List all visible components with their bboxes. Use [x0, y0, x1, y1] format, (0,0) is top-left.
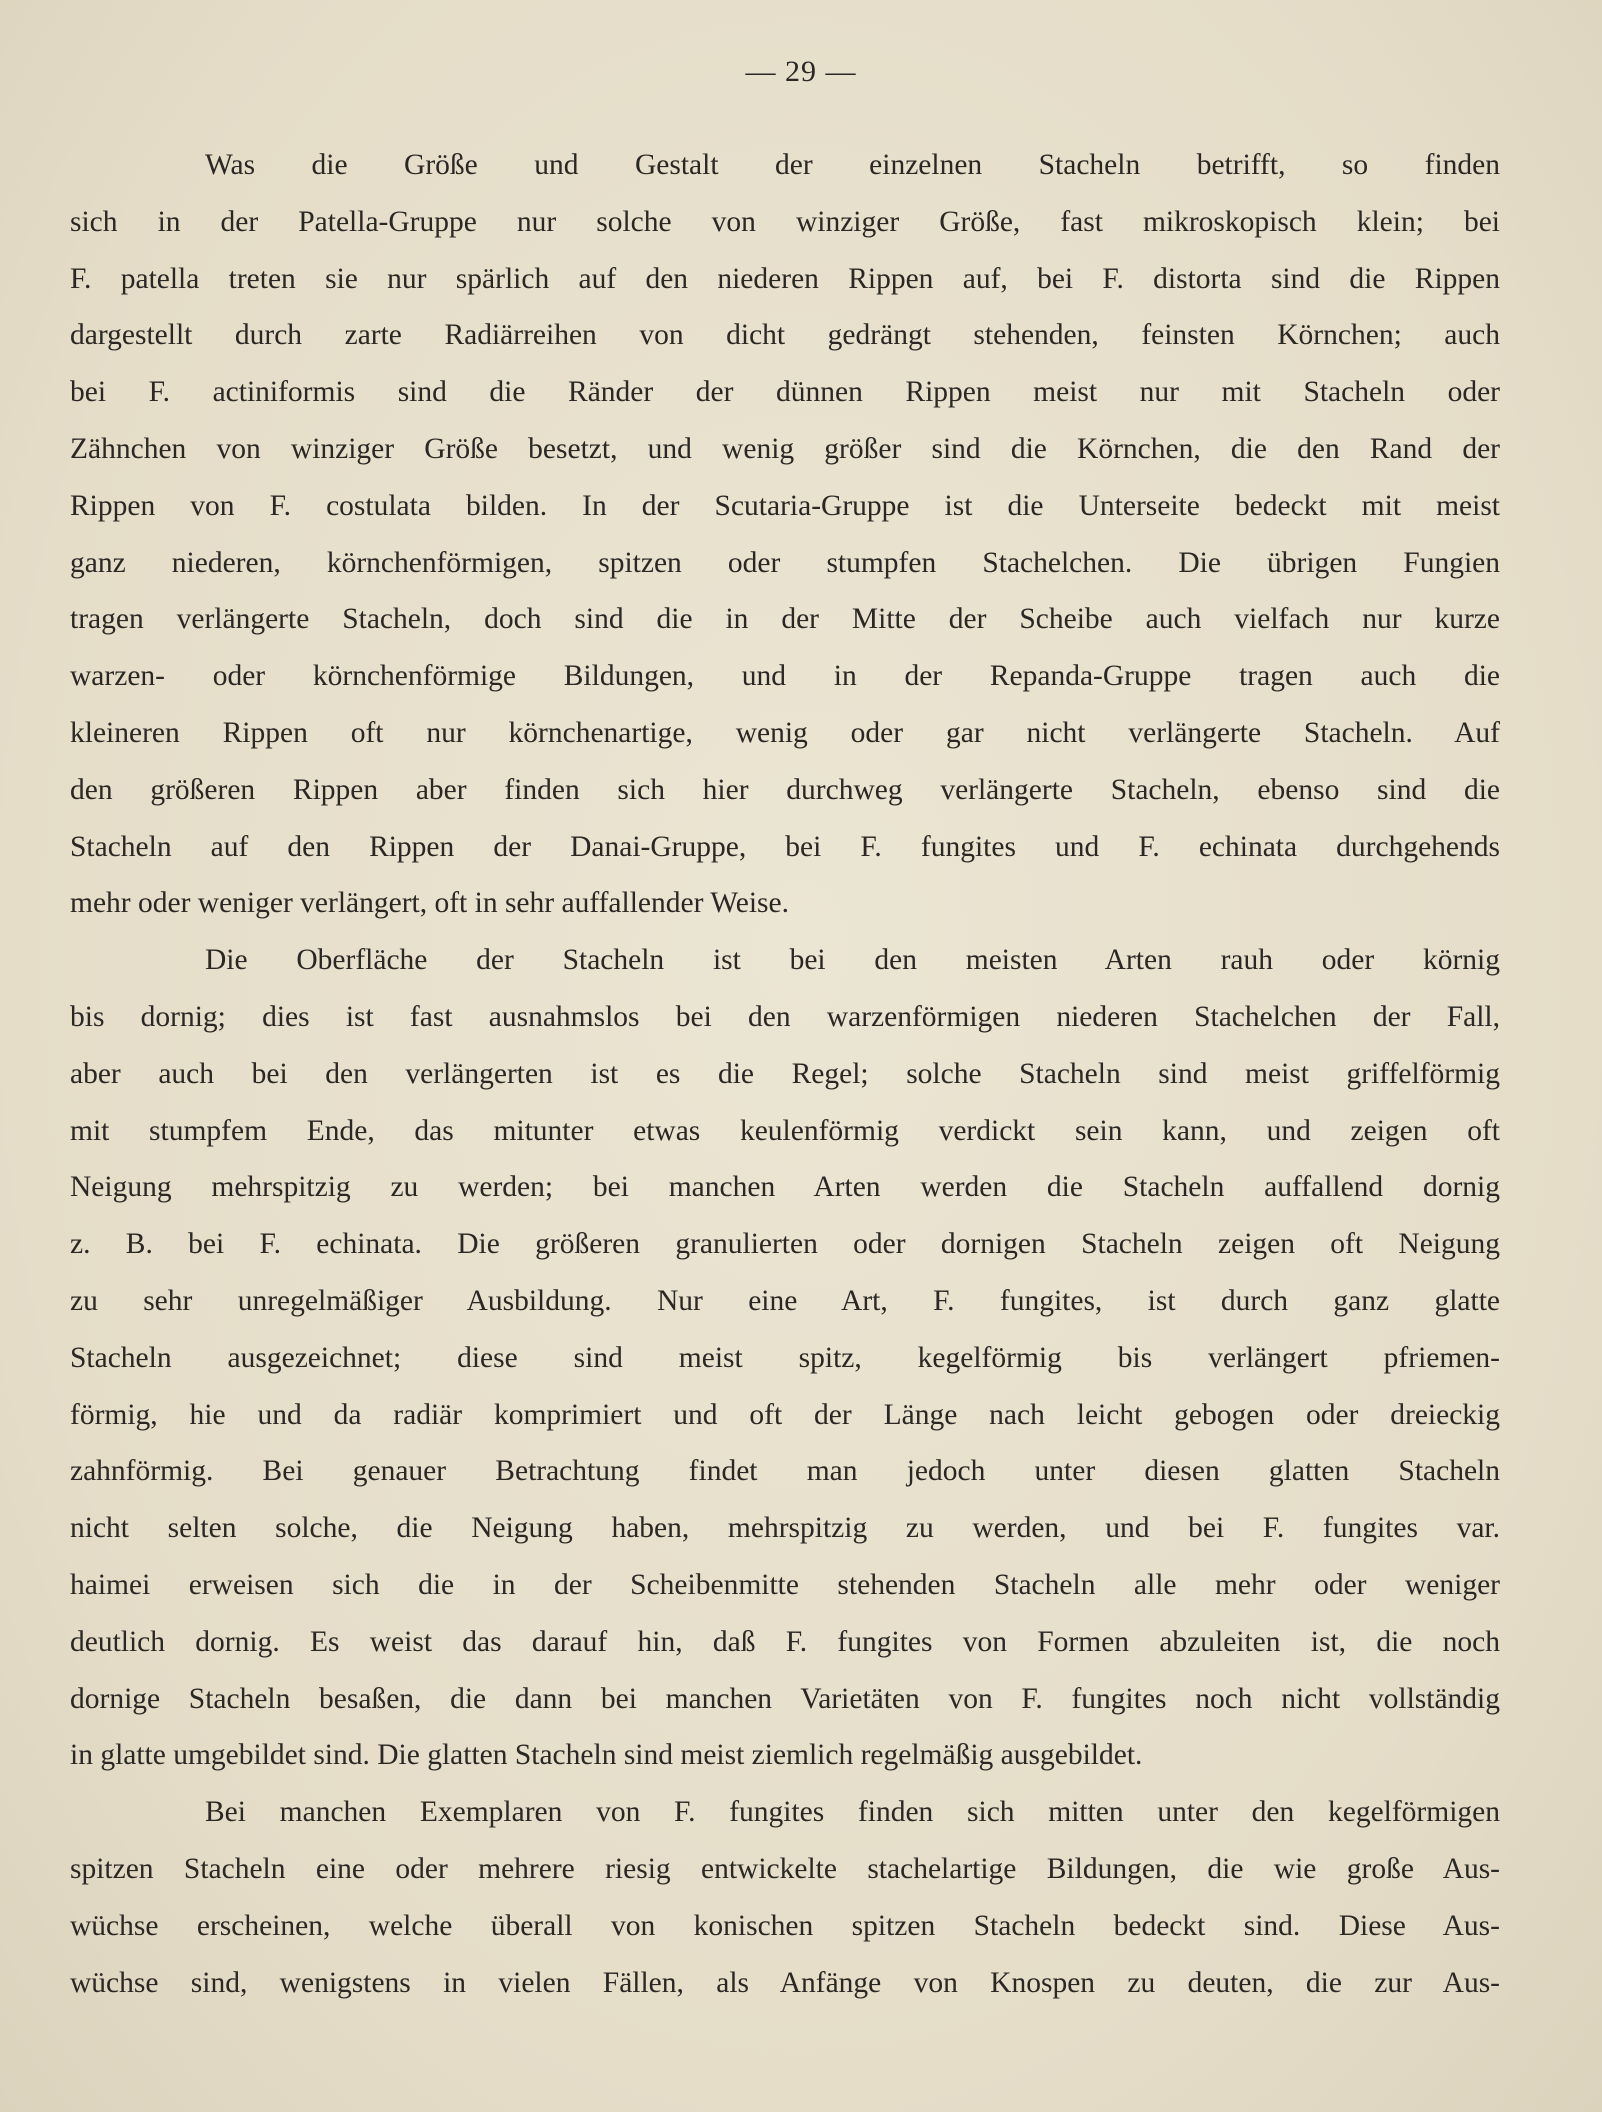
paragraph-2-line: z. B. bei F. echinata. Die größeren granulierten oder dornigen Stacheln zeigen oft Neigung	[70, 1228, 1500, 1261]
paragraph-2-line: Stacheln ausgezeichnet; diese sind meist spitz, kegelförmig bis verlängert pfriemen-	[70, 1341, 1500, 1374]
paragraph-2-line: zu sehr unregelmäßiger Ausbildung. Nur eine Art, F. fungites, ist durch ganz glatte	[70, 1284, 1500, 1317]
paragraph-1-line: den größeren Rippen aber finden sich hier durchweg verlängerte Stacheln, ebenso sind die	[70, 773, 1500, 806]
paragraph-1-line: kleineren Rippen oft nur körnchenartige, wenig oder gar nicht verlängerte Stacheln. Auf	[70, 716, 1500, 749]
paragraph-1-line: dargestellt durch zarte Radiärreihen von dicht gedrängt stehenden, feinsten Körnchen; auch	[70, 319, 1500, 352]
paragraph-1-line: sich in der Patella-Gruppe nur solche von winziger Größe, fast mikroskopisch klein; bei	[70, 205, 1500, 238]
paragraph-2-line: mit stumpfem Ende, das mitunter etwas keulenförmig verdickt sein kann, und zeigen oft	[70, 1114, 1500, 1147]
paragraph-1-line: ganz niederen, körnchenförmigen, spitzen oder stumpfen Stachelchen. Die übrigen Fungien	[70, 546, 1500, 579]
paragraph-1-line: F. patella treten sie nur spärlich auf den niederen Rippen auf, bei F. distorta sind die Rippen	[70, 262, 1500, 295]
paragraph-2-line: nicht selten solche, die Neigung haben, mehrspitzig zu werden, und bei F. fungites var.	[70, 1512, 1500, 1545]
paragraph-1-line: Rippen von F. costulata bilden. In der Scutaria-Gruppe ist die Unterseite bedeckt mit meist	[70, 489, 1500, 522]
paragraph-1-line: bei F. actiniformis sind die Ränder der dünnen Rippen meist nur mit Stacheln oder	[70, 376, 1500, 409]
paragraph-1-line: tragen verlängerte Stacheln, doch sind die in der Mitte der Scheibe auch vielfach nur kurze	[70, 603, 1500, 636]
paragraph-1-line: mehr oder weniger verlängert, oft in sehr auffallender Weise.	[70, 887, 789, 920]
page-number: — 29 —	[745, 55, 857, 88]
paragraph-3-line: Bei manchen Exemplaren von F. fungites finden sich mitten unter den kegelförmigen	[205, 1796, 1500, 1829]
paragraph-2-line: aber auch bei den verlängerten ist es die Regel; solche Stacheln sind meist griffelförmig	[70, 1057, 1500, 1090]
paragraph-2-line: zahnförmig. Bei genauer Betrachtung findet man jedoch unter diesen glatten Stacheln	[70, 1455, 1500, 1488]
paragraph-3-line: spitzen Stacheln eine oder mehrere riesig entwickelte stachelartige Bildungen, die wie große Aus-	[70, 1852, 1500, 1885]
paragraph-3-line: wüchse erscheinen, welche überall von konischen spitzen Stacheln bedeckt sind. Diese Aus-	[70, 1909, 1500, 1942]
paragraph-2-line: dornige Stacheln besaßen, die dann bei manchen Varietäten von F. fungites noch nicht vollständig	[70, 1682, 1500, 1715]
paragraph-3-line: wüchse sind, wenigstens in vielen Fällen, als Anfänge von Knospen zu deuten, die zur Aus-	[70, 1966, 1500, 1999]
paragraph-1-line: Was die Größe und Gestalt der einzelnen Stacheln betrifft, so finden	[205, 149, 1500, 181]
body-text	[70, 137, 1500, 2011]
paragraph-2-line: förmig, hie und da radiär komprimiert und oft der Länge nach leicht gebogen oder dreieckig	[70, 1398, 1500, 1431]
paragraph-2-line: Die Oberfläche der Stacheln ist bei den meisten Arten rauh oder körnig	[205, 944, 1500, 977]
paragraph-2-line: deutlich dornig. Es weist das darauf hin, daß F. fungites von Formen abzuleiten ist, die noch	[70, 1625, 1500, 1658]
paragraph-2-line: bis dornig; dies ist fast ausnahmslos bei den warzenförmigen niederen Stachelchen der Fall,	[70, 1000, 1500, 1033]
paragraph-2-line: Neigung mehrspitzig zu werden; bei manchen Arten werden die Stacheln auffallend dornig	[70, 1171, 1500, 1204]
paragraph-2-line: in glatte umgebildet sind. Die glatten Stacheln sind meist ziemlich regelmäßig ausgebildet.	[70, 1739, 1143, 1772]
paragraph-1-line: Zähnchen von winziger Größe besetzt, und wenig größer sind die Körnchen, die den Rand der	[70, 432, 1500, 465]
paragraph-1-line: warzen- oder körnchenförmige Bildungen, und in der Repanda-Gruppe tragen auch die	[70, 660, 1500, 693]
paragraph-2-line: haimei erweisen sich die in der Scheibenmitte stehenden Stacheln alle mehr oder weniger	[70, 1568, 1500, 1601]
paragraph-1-line: Stacheln auf den Rippen der Danai-Gruppe, bei F. fungites und F. echinata durchgehends	[70, 830, 1500, 863]
